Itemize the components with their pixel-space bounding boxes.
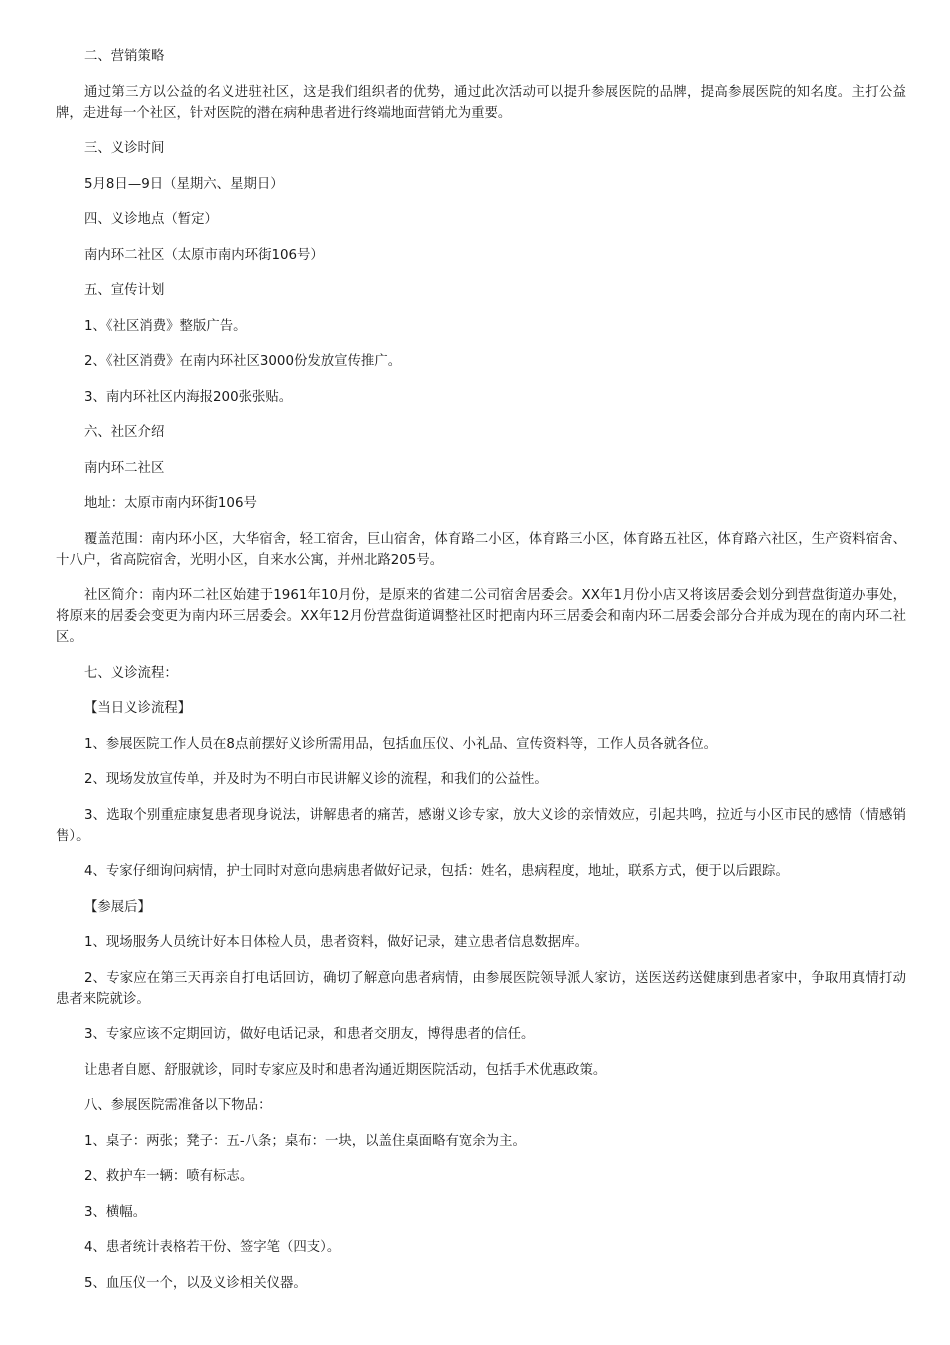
list-item-publicity-2: 2、《社区消费》在南内环社区3000份发放宣传推广。 [84,354,402,369]
paragraph-time: 5月8日—9日（星期六、星期日） [84,176,284,192]
paragraph-community-intro: 社区简介：南内环二社区始建于1961年10月份，是原来的省建二公司宿舍居委会。XX年1月份小店又将该居委会划分到营盘街道办事处，将原来的居委会变更为南内环三居委会。XX年12月份营盘街道调整社区时把南内环三居委会和南内环二居委会部分合并成为现在的南内环二社区。 [56,588,906,645]
paragraph-community-address: 地址：太原市南内环街106号 [84,496,257,511]
section-heading-location: 四、义诊地点（暂定） [84,212,218,227]
paragraph-after-note: 让患者自愿、舒服就诊，同时专家应及时和患者沟通近期医院活动，包括手术优惠政策。 [84,1062,607,1078]
document-body [56,46,906,1308]
list-item-supplies-5: 5、血压仪一个，以及义诊相关仪器。 [84,1275,307,1291]
list-item-after-3: 3、专家应该不定期回访，做好电话记录，和患者交朋友，博得患者的信任。 [84,1027,535,1042]
paragraph-community-coverage: 覆盖范围：南内环小区，大华宿舍，轻工宿舍，巨山宿舍，体育路二小区，体育路三小区，体育路五社区，体育路六社区，生产资料宿舍、十八户，省高院宿舍，光明小区，自来水公寓，并州北路205号。 [56,531,906,568]
list-item-process-1: 1、参展医院工作人员在8点前摆好义诊所需用品，包括血压仪、小礼品、宣传资料等，工作人员各就各位。 [84,736,718,752]
list-item-publicity-1: 1、《社区消费》整版广告。 [84,318,247,334]
list-item-process-2: 2、现场发放宣传单，并及时为不明白市民讲解义诊的流程，和我们的公益性。 [84,772,548,787]
paragraph-location: 南内环二社区（太原市南内环街106号） [84,247,324,263]
paragraph-marketing-strategy: 通过第三方以公益的名义进驻社区，这是我们组织者的优势，通过此次活动可以提升参展医院的品牌，提高参展医院的知名度。主打公益牌，走进每一个社区，针对医院的潜在病种患者进行终端地面营销尤为重要。 [56,84,906,121]
list-item-after-2: 2、专家应在第三天再亲自打电话回访，确切了解意向患者病情，由参展医院领导派人家访，送医送药送健康到患者家中，争取用真情打动患者来院就诊。 [56,970,906,1007]
list-item-process-4: 4、专家仔细询问病情，护士同时对意向患病患者做好记录，包括：姓名，患病程度，地址，联系方式，便于以后跟踪。 [84,864,789,879]
section-heading-publicity: 五、宣传计划 [84,283,165,298]
list-item-supplies-2: 2、救护车一辆：喷有标志。 [84,1169,254,1184]
list-item-after-1: 1、现场服务人员统计好本日体检人员，患者资料，做好记录，建立患者信息数据库。 [84,935,588,950]
section-heading-process: 七、义诊流程： [84,665,178,681]
list-item-process-3: 3、选取个别重症康复患者现身说法，讲解患者的痛苦，感谢义诊专家，放大义诊的亲情效应，引起共鸣，拉近与小区市民的感情（情感销售）。 [56,807,906,844]
section-heading-supplies: 八、参展医院需准备以下物品： [84,1098,272,1113]
list-item-supplies-4: 4、患者统计表格若干份、签字笔（四支）。 [84,1240,341,1255]
section-heading-time: 三、义诊时间 [84,141,165,156]
list-item-supplies-3: 3、横幅。 [84,1204,147,1220]
paragraph-community-name: 南内环二社区 [84,460,165,476]
section-heading-community: 六、社区介绍 [84,425,165,440]
section-heading-marketing: 二、营销策略 [84,49,165,64]
subheading-after-event: 【参展后】 [84,899,151,915]
list-item-publicity-3: 3、南内环社区内海报200张张贴。 [84,389,293,405]
list-item-supplies-1: 1、桌子：两张；凳子：五-八条；桌布：一块，以盖住桌面略有宽余为主。 [84,1133,526,1149]
subheading-same-day-process: 【当日义诊流程】 [84,701,192,716]
